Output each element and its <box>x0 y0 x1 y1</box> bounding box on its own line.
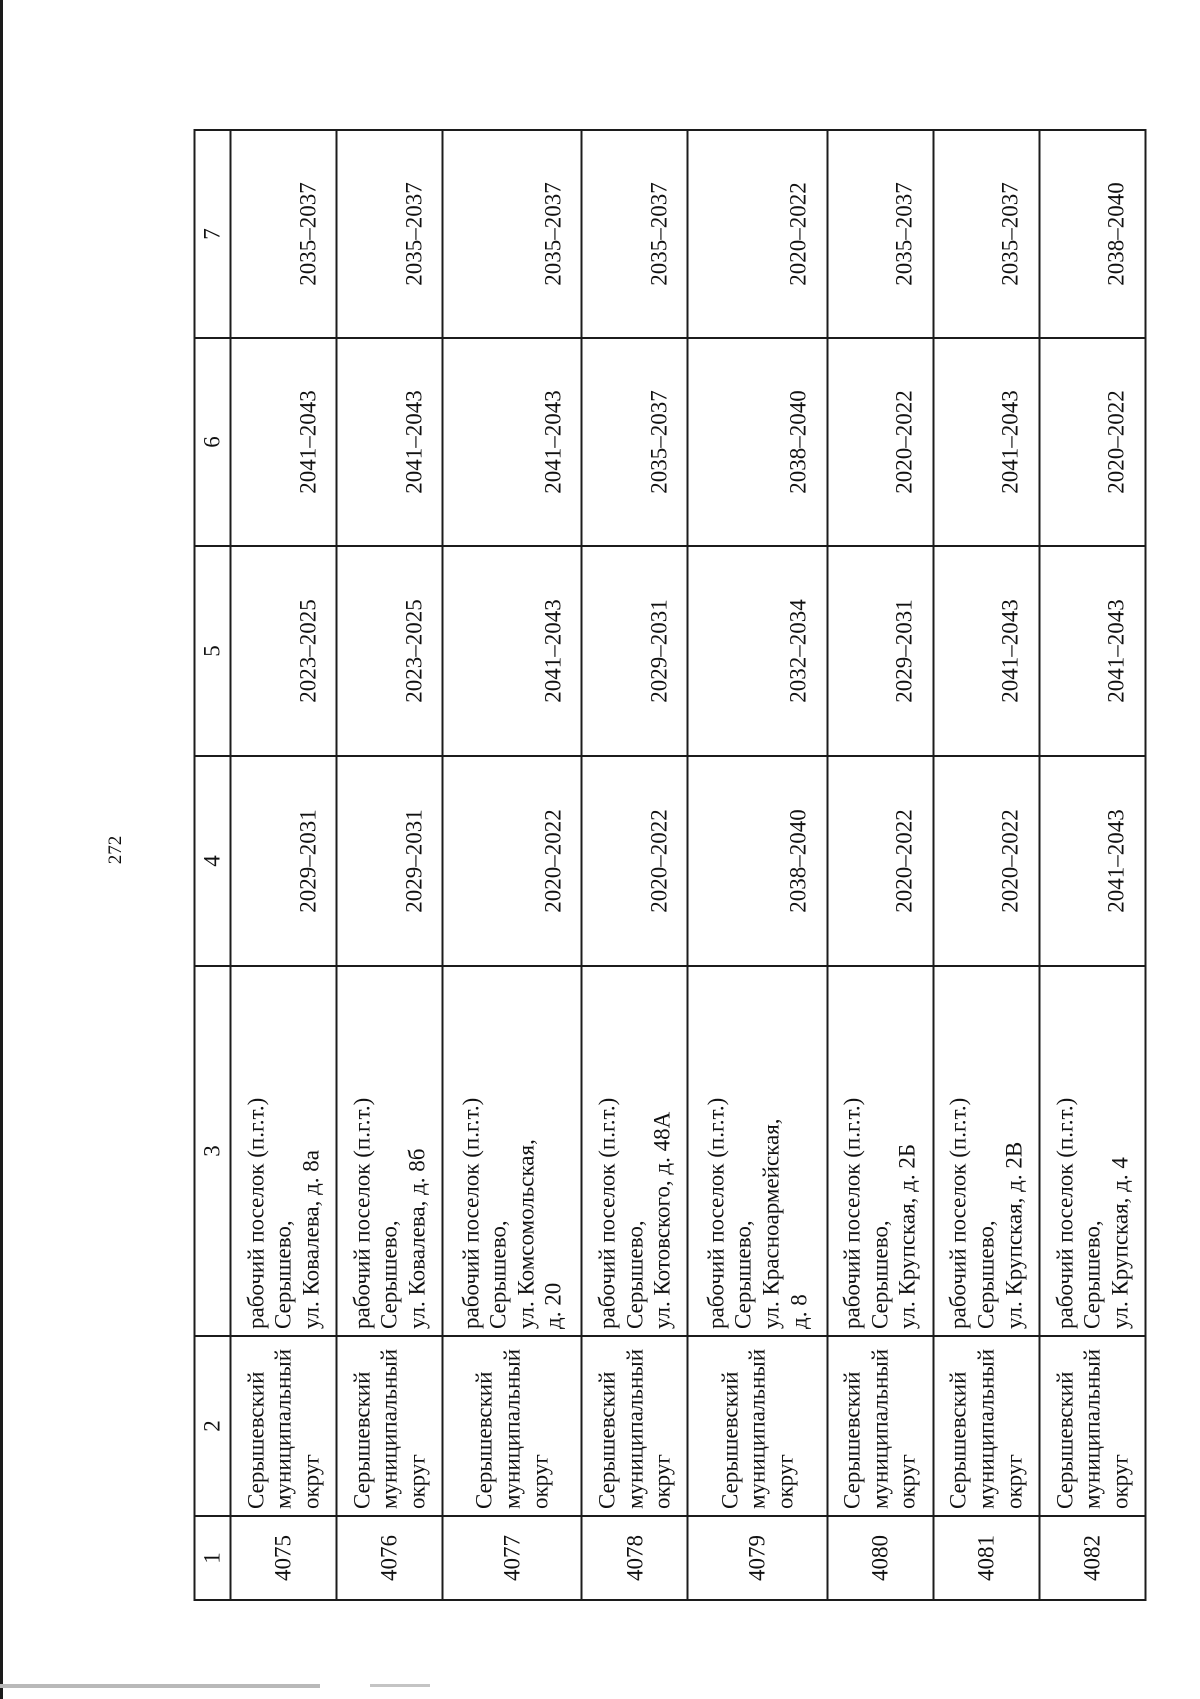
period-cell-col-4: 2020–2022 <box>827 756 933 966</box>
address-cell <box>933 966 1039 1336</box>
district-cell <box>582 1336 688 1516</box>
row-number-cell: 4075 <box>231 1516 337 1600</box>
period-cell-col-5: 2023–2025 <box>337 546 443 756</box>
period-cell-col-6: 2020–2022 <box>1039 338 1145 546</box>
address-line: рабочий поселок (п.г.т.) <box>703 1097 729 1329</box>
district-line: округ <box>894 1454 920 1509</box>
district-line: округ <box>1001 1454 1027 1509</box>
table-row <box>582 130 688 1600</box>
period-cell-col-6: 2038–2040 <box>688 338 827 546</box>
registry-table-container <box>194 131 1147 1601</box>
address-line: ул. Крупская, д. 2Б <box>894 1143 920 1329</box>
header-row <box>195 130 231 1600</box>
address-line: ул. Красноармейская, <box>758 1118 784 1329</box>
table-row <box>443 130 582 1600</box>
period-cell-col-4: 2041–2043 <box>1039 756 1145 966</box>
address-line: рабочий поселок (п.г.т.) <box>458 1097 484 1329</box>
address-line: рабочий поселок (п.г.т.) <box>1052 1097 1078 1329</box>
address-cell <box>688 966 827 1336</box>
address-cell <box>1039 966 1145 1336</box>
period-cell-col-6: 2041–2043 <box>443 338 582 546</box>
address-line: Серышево, <box>622 1220 648 1329</box>
district-line: округ <box>527 1454 553 1509</box>
scan-border-left <box>0 0 3 1699</box>
period-cell-col-7: 2035–2037 <box>827 130 933 338</box>
address-line: Серышево, <box>1079 1220 1105 1329</box>
district-cell <box>827 1336 933 1516</box>
table-body <box>231 130 1146 1600</box>
period-cell-col-4: 2029–2031 <box>337 756 443 966</box>
table-row <box>337 130 443 1600</box>
address-line: ул. Котовского, д. 48А <box>649 1111 675 1329</box>
period-cell-col-5: 2041–2043 <box>443 546 582 756</box>
address-line: рабочий поселок (п.г.т.) <box>839 1097 865 1329</box>
district-line: Серышевский <box>717 1371 743 1509</box>
row-number-cell: 4079 <box>688 1516 827 1600</box>
scan-border-bottom-fragment <box>370 1684 430 1687</box>
address-cell <box>231 966 337 1336</box>
address-line: д. 8 <box>786 1294 812 1329</box>
address-line: Серышево, <box>867 1220 893 1329</box>
period-cell-col-7: 2035–2037 <box>337 130 443 338</box>
column-header-5: 5 <box>195 546 231 756</box>
period-cell-col-5: 2041–2043 <box>1039 546 1145 756</box>
district-line: муниципальный <box>622 1348 648 1509</box>
period-cell-col-7: 2038–2040 <box>1039 130 1145 338</box>
district-cell <box>933 1336 1039 1516</box>
district-line: муниципальный <box>973 1348 999 1509</box>
address-line: Серышево, <box>485 1220 511 1329</box>
district-line: округ <box>649 1454 675 1509</box>
address-cell <box>582 966 688 1336</box>
district-line: округ <box>298 1454 324 1509</box>
row-number-cell: 4082 <box>1039 1516 1145 1600</box>
district-line: Серышевский <box>945 1371 971 1509</box>
period-cell-col-4: 2029–2031 <box>231 756 337 966</box>
scan-border-bottom <box>0 1684 320 1688</box>
table-row <box>688 130 827 1600</box>
period-cell-col-7: 2035–2037 <box>582 130 688 338</box>
table-row <box>933 130 1039 1600</box>
column-header-3: 3 <box>195 966 231 1336</box>
period-cell-col-4: 2020–2022 <box>933 756 1039 966</box>
column-header-1: 1 <box>195 1516 231 1600</box>
period-cell-col-6: 2041–2043 <box>933 338 1039 546</box>
address-line: рабочий поселок (п.г.т.) <box>945 1097 971 1329</box>
district-line: Серышевский <box>839 1371 865 1509</box>
period-cell-col-4: 2020–2022 <box>443 756 582 966</box>
row-number-cell: 4081 <box>933 1516 1039 1600</box>
row-number-cell: 4080 <box>827 1516 933 1600</box>
address-line: Серышево, <box>376 1220 402 1329</box>
table-row <box>1039 130 1145 1600</box>
period-cell-col-7: 2035–2037 <box>933 130 1039 338</box>
district-line: округ <box>404 1454 430 1509</box>
row-number-cell: 4078 <box>582 1516 688 1600</box>
district-line: округ <box>772 1454 798 1509</box>
address-line: рабочий поселок (п.г.т.) <box>594 1097 620 1329</box>
table-row <box>827 130 933 1600</box>
period-cell-col-7: 2035–2037 <box>443 130 582 338</box>
period-cell-col-5: 2029–2031 <box>582 546 688 756</box>
period-cell-col-5: 2041–2043 <box>933 546 1039 756</box>
district-cell <box>443 1336 582 1516</box>
address-cell <box>337 966 443 1336</box>
district-line: Серышевский <box>471 1371 497 1509</box>
district-line: муниципальный <box>744 1348 770 1509</box>
period-cell-col-7: 2035–2037 <box>231 130 337 338</box>
period-cell-col-6: 2041–2043 <box>231 338 337 546</box>
table-row <box>231 130 337 1600</box>
district-line: Серышевский <box>594 1371 620 1509</box>
address-cell <box>443 966 582 1336</box>
address-line: ул. Крупская, д. 2В <box>1001 1141 1027 1329</box>
row-number-cell: 4076 <box>337 1516 443 1600</box>
address-line: Серышево, <box>973 1220 999 1329</box>
period-cell-col-5: 2029–2031 <box>827 546 933 756</box>
row-number-cell: 4077 <box>443 1516 582 1600</box>
district-line: Серышевский <box>349 1371 375 1509</box>
registry-table <box>194 129 1147 1601</box>
district-line: муниципальный <box>376 1348 402 1509</box>
address-line: ул. Ковалева, д. 8а <box>298 1150 324 1329</box>
period-cell-col-6: 2041–2043 <box>337 338 443 546</box>
column-header-7: 7 <box>195 130 231 338</box>
period-cell-col-5: 2023–2025 <box>231 546 337 756</box>
address-line: ул. Ковалева, д. 8б <box>404 1148 430 1329</box>
district-line: муниципальный <box>867 1348 893 1509</box>
district-line: муниципальный <box>499 1348 525 1509</box>
district-cell <box>337 1336 443 1516</box>
period-cell-col-6: 2020–2022 <box>827 338 933 546</box>
address-line: Серышево, <box>730 1220 756 1329</box>
column-header-6: 6 <box>195 338 231 546</box>
period-cell-col-5: 2032–2034 <box>688 546 827 756</box>
district-line: Серышевский <box>243 1371 269 1509</box>
period-cell-col-4: 2020–2022 <box>582 756 688 966</box>
district-line: Серышевский <box>1052 1371 1078 1509</box>
district-cell <box>1039 1336 1145 1516</box>
address-line: д. 20 <box>540 1282 566 1329</box>
district-cell <box>231 1336 337 1516</box>
address-line: ул. Комсомольская, <box>513 1139 539 1329</box>
period-cell-col-6: 2035–2037 <box>582 338 688 546</box>
period-cell-col-7: 2020–2022 <box>688 130 827 338</box>
column-header-2: 2 <box>195 1336 231 1516</box>
page-number-text: 272 <box>105 835 126 865</box>
column-header-4: 4 <box>195 756 231 966</box>
period-cell-col-4: 2038–2040 <box>688 756 827 966</box>
address-line: рабочий поселок (п.г.т.) <box>349 1097 375 1329</box>
address-line: ул. Крупская, д. 4 <box>1107 1157 1133 1329</box>
address-line: Серышево, <box>270 1220 296 1329</box>
district-cell <box>688 1336 827 1516</box>
district-line: муниципальный <box>270 1348 296 1509</box>
address-cell <box>827 966 933 1336</box>
district-line: муниципальный <box>1079 1348 1105 1509</box>
district-line: округ <box>1107 1454 1133 1509</box>
address-line: рабочий поселок (п.г.т.) <box>243 1097 269 1329</box>
